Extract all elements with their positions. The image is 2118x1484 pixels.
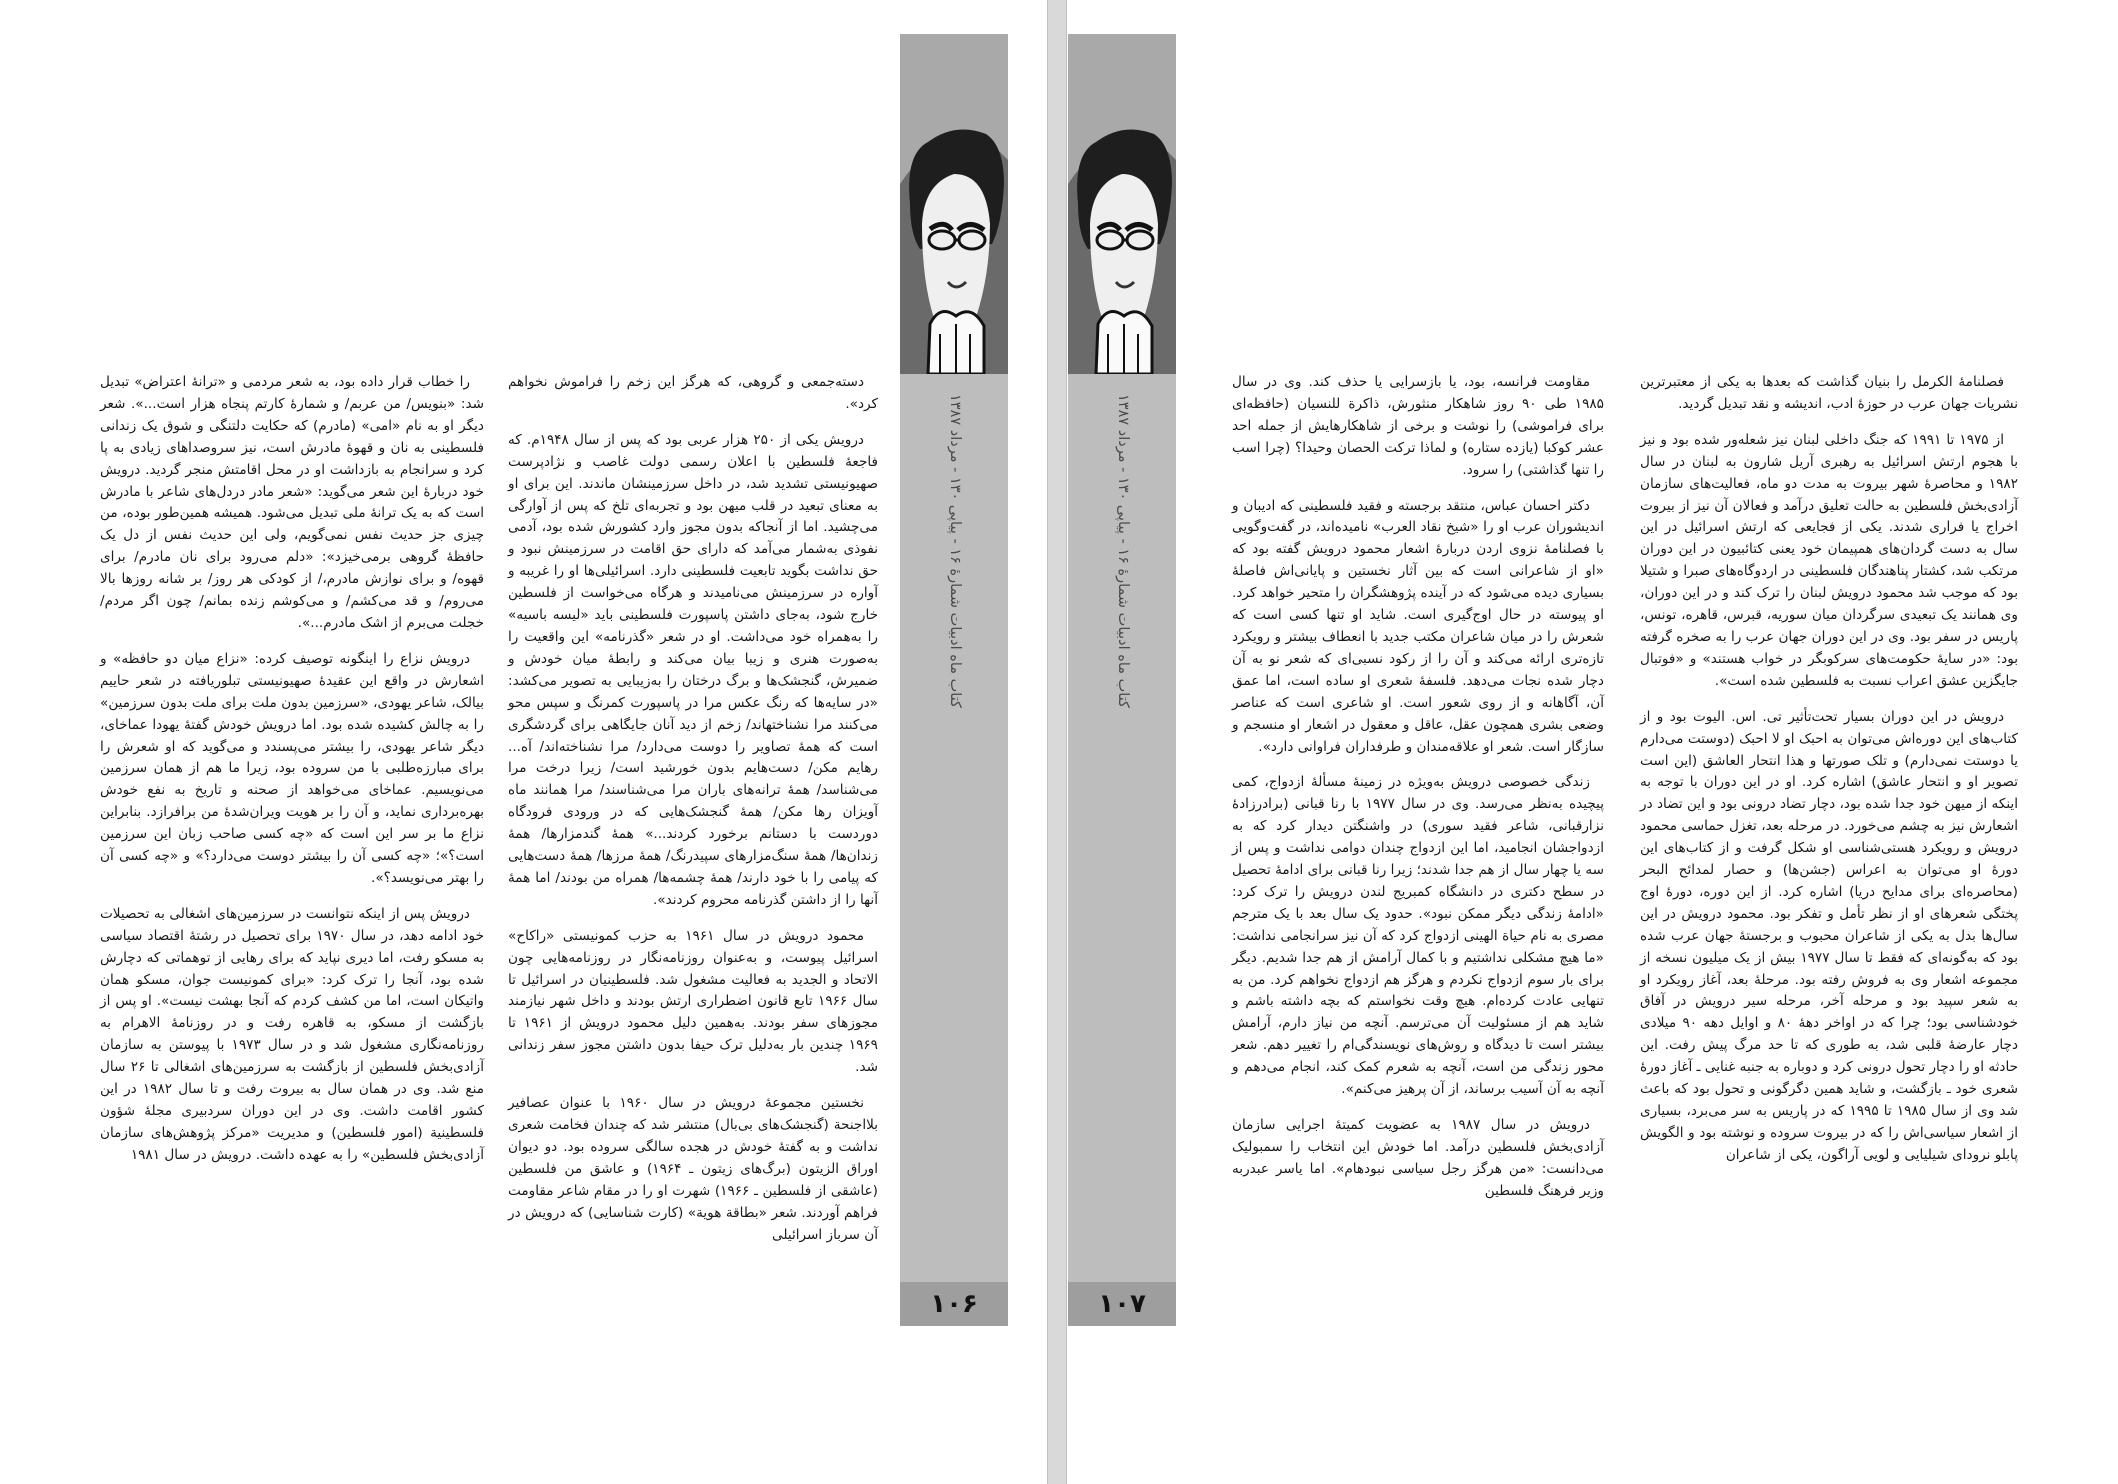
- running-head: [1068, 394, 1176, 1314]
- page-number: ۱۰۷: [1068, 1282, 1176, 1326]
- left-page-side-band: [900, 34, 1008, 1326]
- left-page-column-outer: [100, 372, 484, 1171]
- paragraph: درویش در سال ۱۹۸۷ به عضویت کمیتهٔ اجرایی سازمان آزادی‌بخش فلسطین درآمد. اما خودش این انتخاب را سمبولیک می‌دانست: «من هرگز رجل سیاسی نبودهام». اما یاسر عبدربه وزیر فرهنگ فلسطین: [1232, 1117, 1604, 1199]
- paragraph: درویش در این دوران بسیار تحت‌تأثیر تی. اس. الیوت بود و از کتاب‌های این دوره‌اش می‌توان به احبک او لا احبک (دوستت می‌دارم یا دوستت نمی‌دارم) و تلک صورتها و هذا انتحار العاشق (این است تصویر او و انتحار عاشق) اشاره کرد. او در این دوران با توجه به اینکه از میهن خود جدا شده بود، دچار تضاد درونی بود و این تضاد در اشعارش نیز به چشم می‌خورد. در مرحله بعد، تغزل حماسی محمود درویش و رویکرد هستی‌شناسی او شکل گرفت و از کتاب‌های این دورهٔ او می‌توان به اعراس (جشن‌ها) و حصار لمدائح البحر (محاصره‌ای برای مدایح دریا) اشاره کرد. از این دوره، دورهٔ اوج پختگی شعرهای او از نظر تأمل و تفکر بود. محمود درویش در این سال‌ها بدل به یکی از شاعران محبوب و برجستهٔ جهان عرب شده بود که به‌گونه‌ای که فقط تا سال ۱۹۷۷ بیش از یک میلیون نسخه از مجموعه اشعار وی به فروش رفته بود. مرحلهٔ بعد، آغاز رویکرد او به شعر سپید بود و مرحله آخر، مرحله سیر درویش در آفاق خودشناسی بود؛ چرا که در اواخر دههٔ ۸۰ و اوایل دهه ۹۰ میلادی دچار عارضهٔ قلبی شد، به طوری که تا حد مرگ پیش رفت. این حادثه او را دچار تحول درونی کرد و دوباره به جنبه غنایی ـ آغاز دورهٔ شعری خود ـ بازگشت، و شاید همین دگرگونی و تحول بود که باعث شد وی از سال ۱۹۸۵ تا ۱۹۹۵ که در پاریس به سر می‌برد، بسیاری از اشعار سیاسی‌اش را که در بیروت سروده و نوشته بود و الگویش پابلو نرودای شیلیایی و لویی آراگون، یکی از شاعران: [1640, 708, 2019, 1163]
- paragraph: زندگی خصوصی درویش به‌ویژه در زمینهٔ مسألهٔ ازدواج، کمی پیچیده به‌نظر می‌رسد. وی در سال ۱۹۷۷ با رنا قبانی (برادرزادهٔ نزارقبانی، شاعر فقید سوری) در واشنگتن دیدار کرد که به ازدواجشان انجامید، اما این ازدواج چندان دوامی نداشت و پس از سه یا چهار سال از هم جدا شدند؛ زیرا رنا قبانی برای ادامهٔ تحصیل در سطح دکتری در دانشگاه کمبریج لندن درویش را ترک کرد: «ادامهٔ زندگی دیگر ممکن نبود». حدود یک سال بعد با یک مترجم مصری به نام حیاة الهینی ازدواج کرد که آن نیز سرانجامی نداشت: «ما هیچ مشکلی نداشتیم و با کمال آرامش از هم جدا شدیم. دیگر برای بار سوم ازدواج نکردم و هرگز هم ازدواج نخواهم کرد. من به تنهایی عادت کرده‌ام. هیچ وقت نخواستم که بچه داشته باشم و شاید هم از مسئولیت آن می‌ترسم. آنچه من نیاز دارم، آرامش بیشتر است تا دیدگاه و روش‌های نویسندگی‌ام را تغییر دهم. شعر محور زندگی من است، آنچه به شعرم کمک کند، انجام می‌دهم و آنچه به آن آسیب برساند، از آن پرهیز می‌کنم».: [1232, 774, 1604, 1098]
- paragraph: دسته‌جمعی و گروهی، که هرگز این زخم را فراموش نخواهم کرد».: [508, 374, 878, 412]
- portrait-image: [900, 34, 1008, 374]
- paragraph: فصلنامهٔ الکرمل را بنیان گذاشت که بعدها به یکی از معتبرترین نشریات جهان عرب در حوزهٔ ادب، اندیشه و نقد تبدیل گردید.: [1640, 374, 2018, 412]
- paragraph: دکتر احسان عباس، منتقد برجسته و فقید فلسطینی که ادیبان و اندیشوران عرب او را «شیخ نقاد العرب» نامیده‌اند، در گفت‌وگویی با فصلنامهٔ نزوی اردن دربارهٔ اشعار محمود درویش گفته بود که «او از شاعرانی است که بین آثار نخستین و پایانی‌اش فاصلهٔ بسیاری دیده می‌شود که در آینده پژوهشگران را متحیر خواهد کرد. او پیوسته در حال اوج‌گیری است. شاید او تنها کسی است که شعرش را در میان شاعران مکتب جدید با انعطاف بیشتر و رویکرد تازه‌تری ارائه می‌کند و آن را از رکود نسبی‌ای که شعر نو به آن دچار شده نجات می‌دهد. فلسفهٔ شعری او ساده است، اما عمق آن، آگاهانه و از روی شعور است. او شاعری است که عناصر وضعی بشری همچون عقل، عاقل و معقول در اشعار او منسجم و سازگار است. شعر او علاقه‌مندان و طرفداران فراوانی دارد».: [1232, 497, 1604, 755]
- paragraph: درویش نزاع را اینگونه توصیف کرده: «نزاع میان دو حافظه» و اشعارش در واقع این عقیدهٔ صهیونیستی تبلوریافته در شعر حاییم بیالک، شاعر یهودی، «سرزمین بدون ملت برای ملت بدون سرزمین» را به چالش کشیده شده بود. اما درویش خودش گفتهٔ یهودا عماخای، دیگر شاعر یهودی، را بیشتر می‌پسندد و می‌گوید که او شعرش را برای مبارزه‌طلبی با من سروده بود، زیرا ما هم از همان سرزمین می‌نویسیم. عماخای می‌خواهد از صحنه و تاریخ به نفع خودش بهره‌برداری نماید، و آن را بر هویت ویران‌شدهٔ من برافرازد. بنابراین نزاع ما بر سر این است که «چه کسی صاحب زبان این سرزمین است؟»؛ «چه کسی آن را بیشتر دوست می‌دارد؟» و «چه کسی آن را بهتر می‌نویسد؟».: [100, 650, 484, 886]
- paragraph: از ۱۹۷۵ تا ۱۹۹۱ که جنگ داخلی لبنان نیز شعله‌ور شده بود و نیز با هجوم ارتش اسرائیل به رهبری آریل شارون به لبنان در سال ۱۹۸۲ و محاصرهٔ شهر بیروت به مدت دو ماه، فعالیت‌های سازمان آزادی‌بخش فلسطین به حالت تعلیق درآمد و فعالان آن نیز از بیروت اخراج یا فراری شدند. یکی از فجایعی که ارتش اسرائیل در این سال به دست گردان‌های همپیمان خود یعنی کتائبیون در این دوران مرتکب شد، کشتار پناهندگان فلسطینی در اردوگاه‌های صبرا و شتیلا بود که موجب شد محمود درویش لبنان را ترک کند و در این دوران، وی همانند یک تبعیدی سرگردان میان سوریه، قبرس، قاهره، تونس، پاریس در سفر بود. وی در این دوران جهان عرب را به صخره گرفته بود: «در سایهٔ حکومت‌های سرکوبگر در خواب هستند» و «فوتبال جایگزین عشق اعراب نسبت به فلسطین شده است».: [1640, 431, 2018, 689]
- running-head-text: کتاب ماه ادبیات شمارهٔ ۱۶ - پیاپی ۱۳۰ - مرداد ۱۳۸۷: [1115, 394, 1131, 708]
- right-page-column-inner: [1232, 372, 1604, 1207]
- right-page-column-outer: [1640, 372, 2018, 1171]
- left-page-column-inner: [508, 372, 878, 1250]
- book-spine: [1047, 0, 1067, 1484]
- paragraph: درویش یکی از ۲۵۰ هزار عربی بود که پس از سال ۱۹۴۸م. که فاجعهٔ فلسطین با اعلان رسمی دولت غاصب و نژادپرست صهیونیستی تشدید شد، در داخل سرزمینشان ماندند. این برای او به معنای تبعید در قلب میهن بود و تجربه‌ای تلخ که پس از آوارگی می‌چشید. اما از آنجاکه بدون مجوز وارد کشورش شده بود، آدمی نفوذی به‌شمار می‌آمد که دارای حق اقامت در سرزمینش نبود و حق نداشت بگوید تابعیت فلسطینی دارد. اسرائیلی‌ها او را غریبه و آواره در سرزمینش می‌نامیدند و هرگاه می‌خواست از فلسطین خارج شود، به‌جای داشتن پاسپورت فلسطینی باید «لیسه باسیه» را به‌همراه خود می‌داشت. او در شعر «گذرنامه» این واقعیت را به‌صورت هنری و زیبا بیان می‌کند و رابطهٔ میان خودش و ضمیرش، گنجشک‌ها و برگ درختان را به‌زیبایی به تصویر می‌کشد: «در سایه‌ها که رنگ عکس مرا در پاسپورت کمرنگ و سپس محو می‌کنند مرا نشناختهاند/ زخم از دید آنان جایگاهی برای گردشگری است که همهٔ تصاویر را دوست می‌دارد/ مرا نشناخته‌اند/ آه... رهایم مکن/ دست‌هایم بدون خورشید است/ زیرا درخت مرا می‌شناسد/ همهٔ ترانه‌های باران مرا می‌شناسند/ مرا همانند ماه آویزان رها مکن/ همهٔ گنجشک‌هایی که در ورودی فرودگاه دوردست با دستانم برخورد کردند...» همهٔ گندمزارها/ همهٔ زندان‌ها/ همهٔ سنگ‌مزارهای سپیدرنگ/ همهٔ مرزها/ همهٔ دست‌هایی که پیامی را با خود دارند/ همهٔ چشمه‌ها/ همراه من بودند/ اما همهٔ آنها را از داشتن گذرنامه محروم کردند».: [508, 431, 878, 908]
- running-head: [900, 394, 1008, 1314]
- running-head-text: کتاب ماه ادبیات شمارهٔ ۱۶ - پیاپی ۱۳۰ - مرداد ۱۳۸۷: [947, 394, 963, 708]
- spine-edge-left: [1047, 0, 1048, 1484]
- paragraph: مقاومت فرانسه، بود، یا بازسرایی یا حذف کند. وی در سال ۱۹۸۵ طی ۹۰ روز شاهکار منثورش، ذاکرة للنسیان (حافظه‌ای برای فراموشی) را نوشت و برخی از شاهکارهایش از جمله احد عشر کوکبا (یازده ستاره) و لماذا ترکت الحصان وحیدا؟ (چرا اسب را تنها گذاشتی) را سرود.: [1232, 374, 1604, 478]
- paragraph: محمود درویش در سال ۱۹۶۱ به حزب کمونیستی «راکاح» اسرائیل پیوست، و به‌عنوان روزنامه‌نگار در روزنامه‌هایی چون الاتحاد و الجدید به فعالیت مشغول شد. فلسطینیان در اسرائیل تا سال ۱۹۶۶ تابع قانون اضطراری ارتش بودند و داخل شهر نیازمند مجوزهای سفر بودند. به‌همین دلیل محمود درویش از ۱۹۶۱ تا ۱۹۶۹ چندین بار به‌دلیل ترک حیفا بدون داشتن مجوز سفر زندانی شد.: [508, 927, 879, 1076]
- paragraph: را خطاب قرار داده بود، به شعر مردمی و «ترانهٔ اعتراض» تبدیل شد: «بنویس/ من عربم/ و شمارهٔ کارتم پنجاه هزار است...». شعر دیگر او به نام «امی» (مادرم) که حکایت دلتنگی و شوق یک زندانی فلسطینی به نان و قهوهٔ مادرش است، نیز سروصداهای زیادی به پا کرد و سرانجام به بازداشت او در محل اقامتش منجر گردید. درویش خود دربارهٔ این شعر می‌گوید: «شعر مادر دردل‌های شاعر با مادرش است که به یک ترانهٔ ملی تبدیل می‌شود. همیشه همین‌طور بوده، من چیزی جز حدیث نفس نمی‌گویم، ولی این حدیث نفس از دل یک حافظهٔ گروهی برمی‌خیزد»: «دلم می‌رود برای نان مادرم/ برای قهوه/ و برای نوازش مادرم،/ از کودکی هر روز/ بر شانه روزها بالا می‌روم/ و قد می‌کشم/ و می‌کوشم زنده بمانم/ چون اگر مردم/ خجلت می‌برم از اشک مادرم...».: [100, 374, 484, 631]
- paragraph: نخستین مجموعهٔ درویش در سال ۱۹۶۰ با عنوان عصافیر بلااجنحة (گنجشک‌های بی‌بال) منتشر شد که چندان فخامت شعری نداشت و به گفتهٔ خودش در هجده سالگی سروده بود. دو دیوان اوراق الزیتون (برگ‌های زیتون ـ ۱۹۶۴) و عاشق من فلسطین (عاشقی از فلسطین ـ ۱۹۶۶) شهرت او را در مقام شاعر مقاومت فراهم آوردند. شعر «بطاقة هویة» (کارت شناسایی) که درویش در آن سرباز اسرائیلی: [508, 1095, 878, 1243]
- spine-edge-right: [1066, 0, 1067, 1484]
- page-number: ۱۰۶: [900, 1282, 1008, 1326]
- portrait-image: [1068, 34, 1176, 374]
- paragraph: درویش پس از اینکه نتوانست در سرزمین‌های اشغالی به تحصیلات خود ادامه دهد، در سال ۱۹۷۰ برای تحصیل در رشتهٔ اقتصاد سیاسی به مسکو رفت، اما دیری نپاید که برای رهایی از توهماتی که دچارش شده بود، آنجا را ترک کرد: «برای کمونیست جوان، مسکو همان واتیکان است، اما من کشف کردم که آنجا بهشت نیست». او پس از بازگشت از مسکو، به قاهره رفت و در روزنامهٔ الاهرام به روزنامه‌نگاری مشغول شد و در سال ۱۹۷۳ با پیوستن به سازمان آزادی‌بخش فلسطین از بازگشت به سرزمین‌های اشغالی تا ۲۶ سال منع شد. وی در همان سال به بیروت رفت و تا سال ۱۹۸۲ در این کشور اقامت داشت. وی در این دوران سردبیری مجلهٔ شؤون فلسطینیة (امور فلسطین) و مدیریت «مرکز پژوهش‌های سازمان آزادی‌بخش فلسطین» را به عهده داشت. درویش در سال ۱۹۸۱: [100, 905, 484, 1163]
- right-page-side-band: [1068, 34, 1176, 1326]
